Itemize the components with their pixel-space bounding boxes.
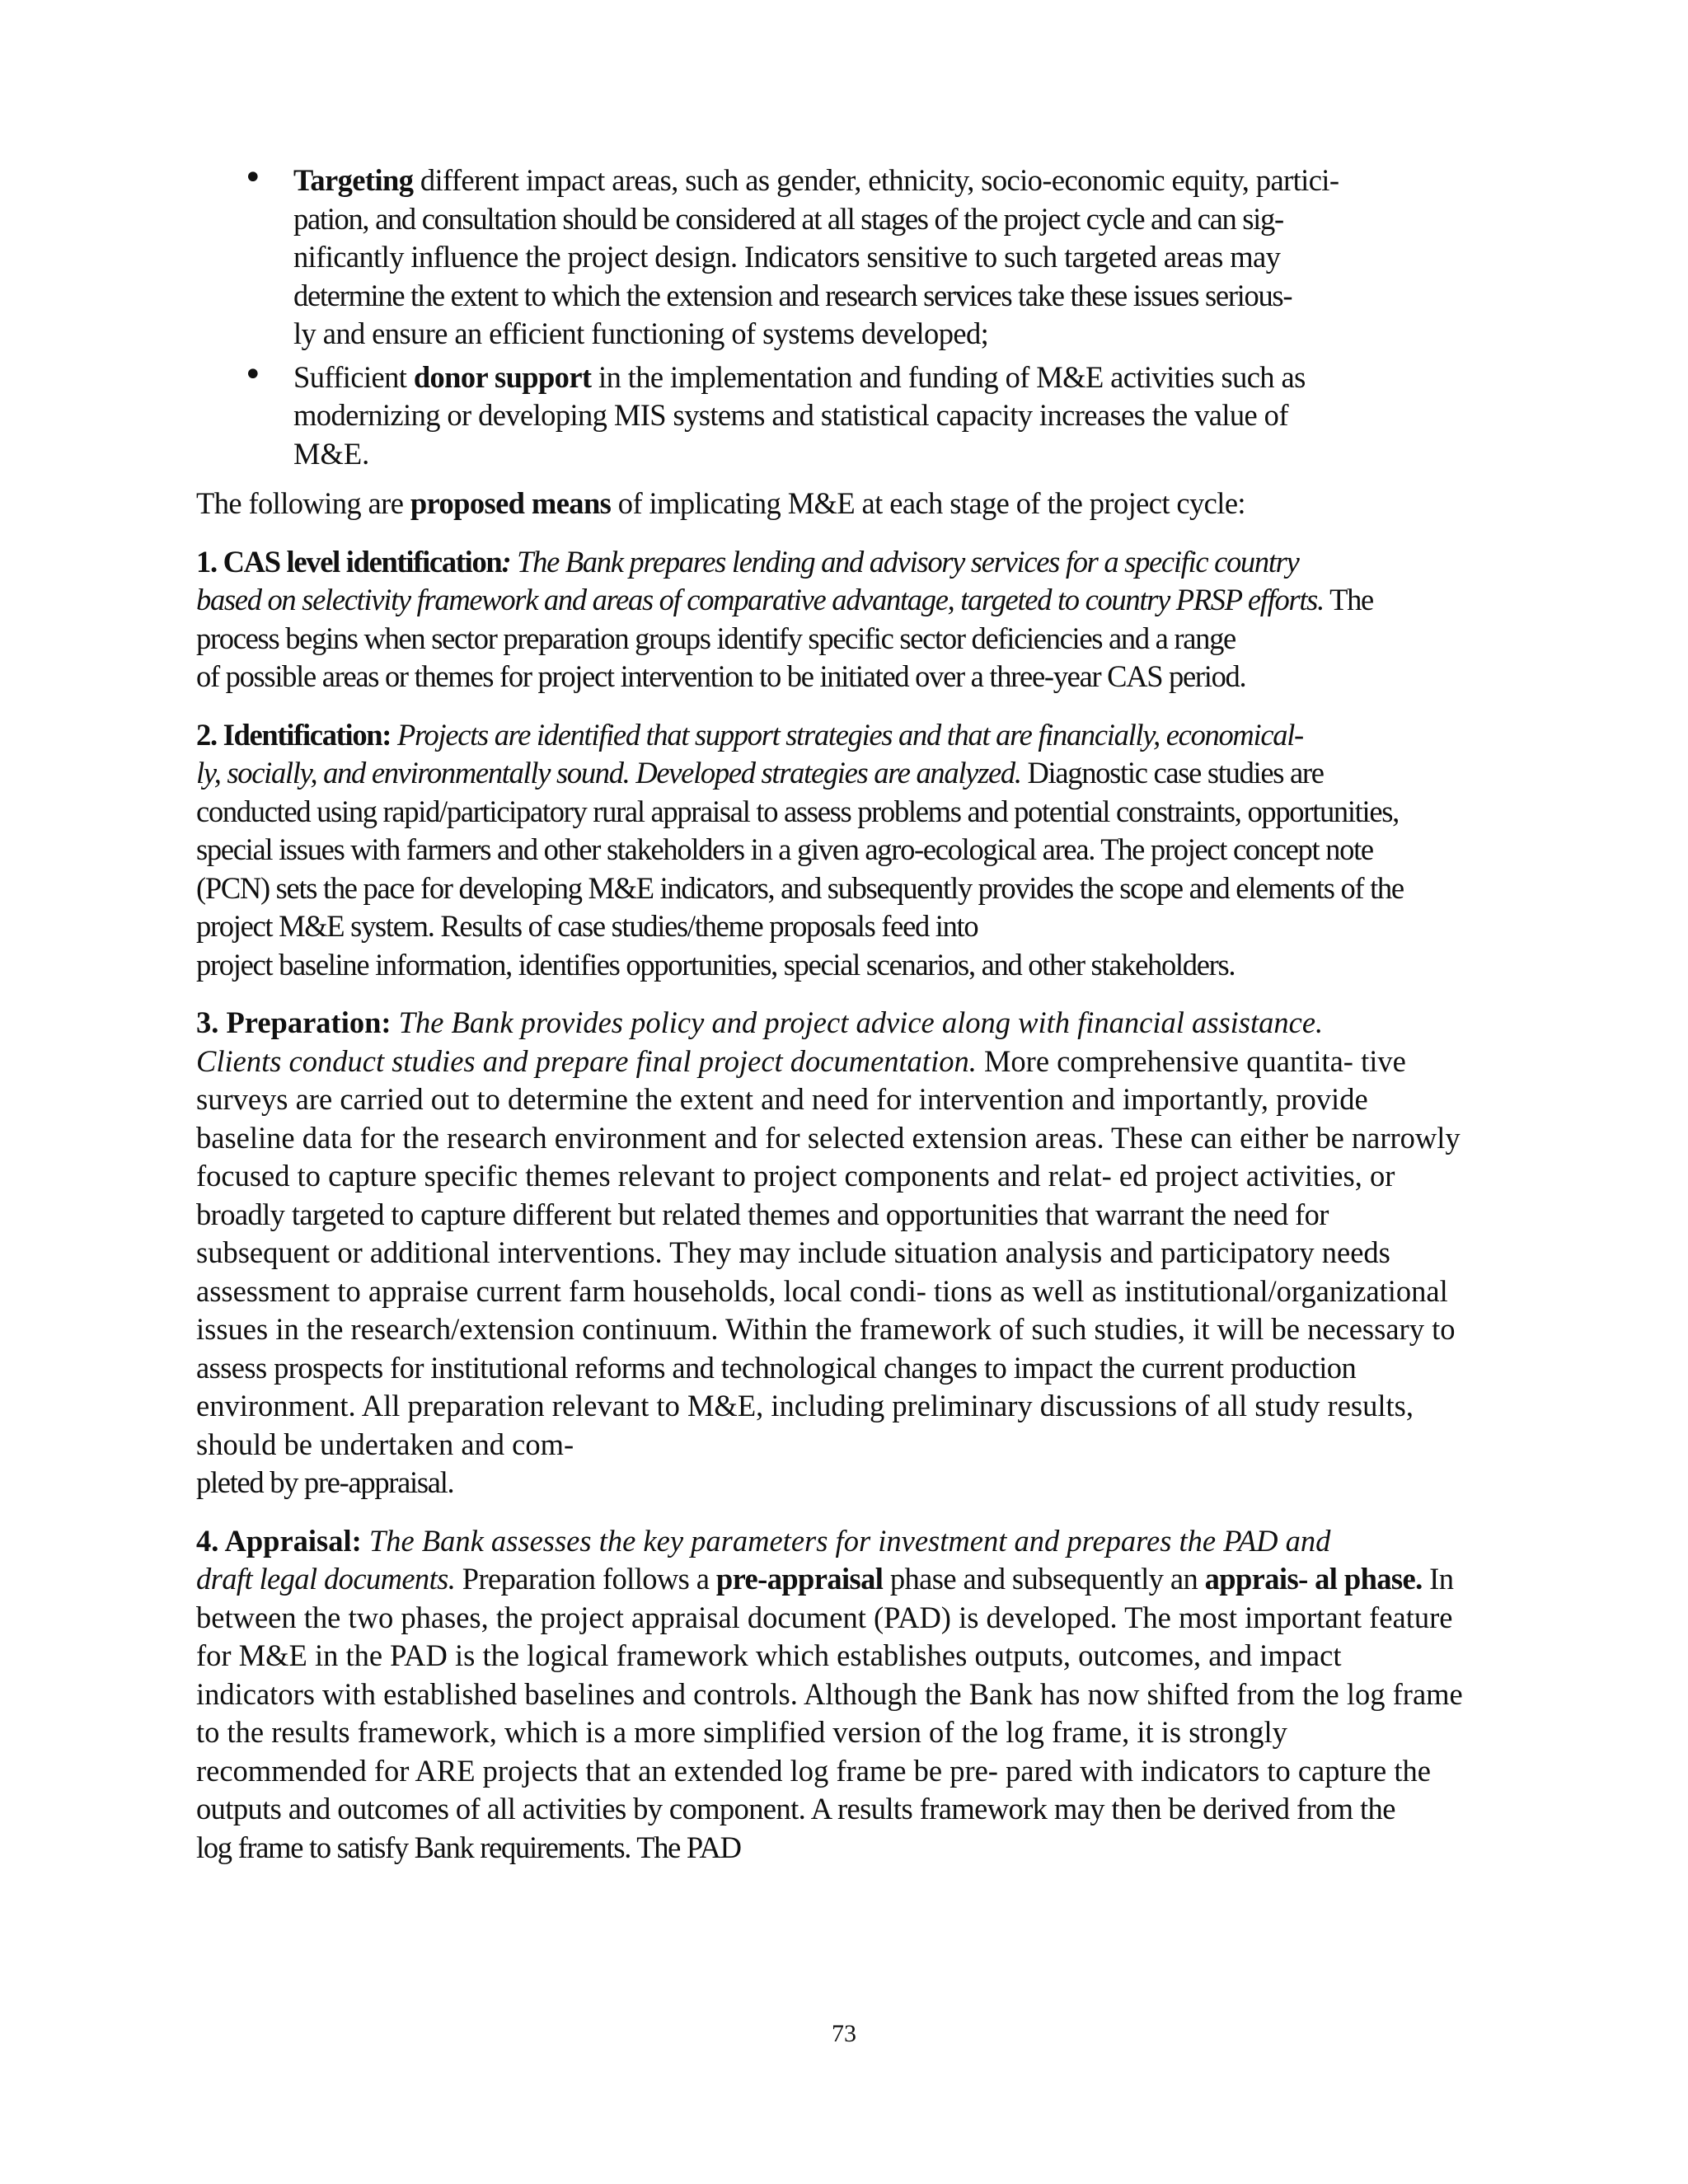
bullet-list <box>196 159 1515 473</box>
section-appraisal: 4. Appraisal: The Bank assesses the key parameters for investment and prepares the PAD and draft legal documents. Preparation follows a pre-appraisal phase and subsequently an apprais- al phase. In between the two phases, the project appraisal document (PAD) is developed. The most important feature for M&E in the PAD is the logical framework which establishes outputs, outcomes, and impact indicators with established baselines and controls. Although the Bank has now shifted from the log frame to the results framework, which is a more simplified version of the log frame, it is strongly recommended for ARE projects that an extended log frame be pre- pared with indicators to capture the outputs and outcomes of all activities by component. A results framework may then be derived from the log frame to satisfy Bank requirements. The PAD <box>196 1523 1463 1864</box>
bullet-item-targeting: • Targeting different impact areas, such as gender, ethnicity, socio-economic equity, partici- pation, and consultation should be considered at all stages of the project cycle and can sig- nificantly influence the project design. Indicators sensitive to such targeted areas may determine the extent to which the extension and research services take these issues serious- ly and ensure an efficient functioning of systems developed; <box>243 159 1339 350</box>
bullet-dot-icon: • <box>243 159 263 197</box>
page-content <box>196 159 1515 1867</box>
section-heading: 4. Appraisal: <box>196 1523 362 1558</box>
intro-paragraph: The following are proposed means of implicating M&E at each stage of the project cycle: <box>196 486 1245 520</box>
section-cas-identification: 1. CAS level identification: The Bank prepares lending and advisory services for a specific country based on selectivity framework and areas of comparative advantage, targeted to country PRSP efforts. The process begins when sector preparation groups identify specific sector deficiencies and a range of possible areas or themes for project intervention to be initiated over a three-year CAS period. <box>196 544 1373 693</box>
page-number: 73 <box>832 2020 856 2047</box>
bullet-lead: Targeting <box>293 163 414 197</box>
bullet-item-donor-support: • Sufficient donor support in the implementation and funding of M&E activities such as modernizing or developing MIS systems and statistical capacity increases the value of M&E. <box>243 355 1306 471</box>
bullet-dot-icon: • <box>243 355 263 394</box>
section-heading: 3. Preparation: <box>196 1005 392 1039</box>
section-preparation: 3. Preparation: The Bank provides policy and project advice along with financial assistance. Clients conduct studies and prepare final project documentation. More comprehensive quantita- tive surveys are carried out to determine the extent and need for intervention and importantly, provide baseline data for the research environment and for selected extension areas. These can either be narrowly focused to capture specific themes relevant to project components and relat- ed project activities, or broadly targeted to capture different but related themes and opportunities that warrant the need for subsequent or additional interventions. They may include situation analysis and participatory needs assessment to appraise current farm households, local condi- tions as well as institutional/organizational issues in the research/extension continuum. Within the framework of such studies, it will be necessary to assess prospects for institutional reforms and technological changes to impact the current production environment. All preparation relevant to M&E, including preliminary discussions of all study results, should be undertaken and com- pleted by pre-appraisal. <box>196 1005 1461 1499</box>
section-heading: 1. CAS level identification <box>196 544 502 579</box>
section-identification: 2. Identification: Projects are identified that support strategies and that are financially, economical- ly, socially, and environmentally sound. Developed strategies are analyzed. Diagnostic case studies are conducted using rapid/participatory rural appraisal to assess problems and potential constraints, opportunities, special issues with farmers and other stakeholders in a given agro-ecological area. The project concept note (PCN) sets the pace for developing M&E indicators, and subsequently provides the scope and elements of the project M&E system. Results of case studies/theme proposals feed into project baseline information, identifies opportunities, special scenarios, and other stakeholders. <box>196 717 1404 982</box>
section-heading: 2. Identification: <box>196 717 392 752</box>
